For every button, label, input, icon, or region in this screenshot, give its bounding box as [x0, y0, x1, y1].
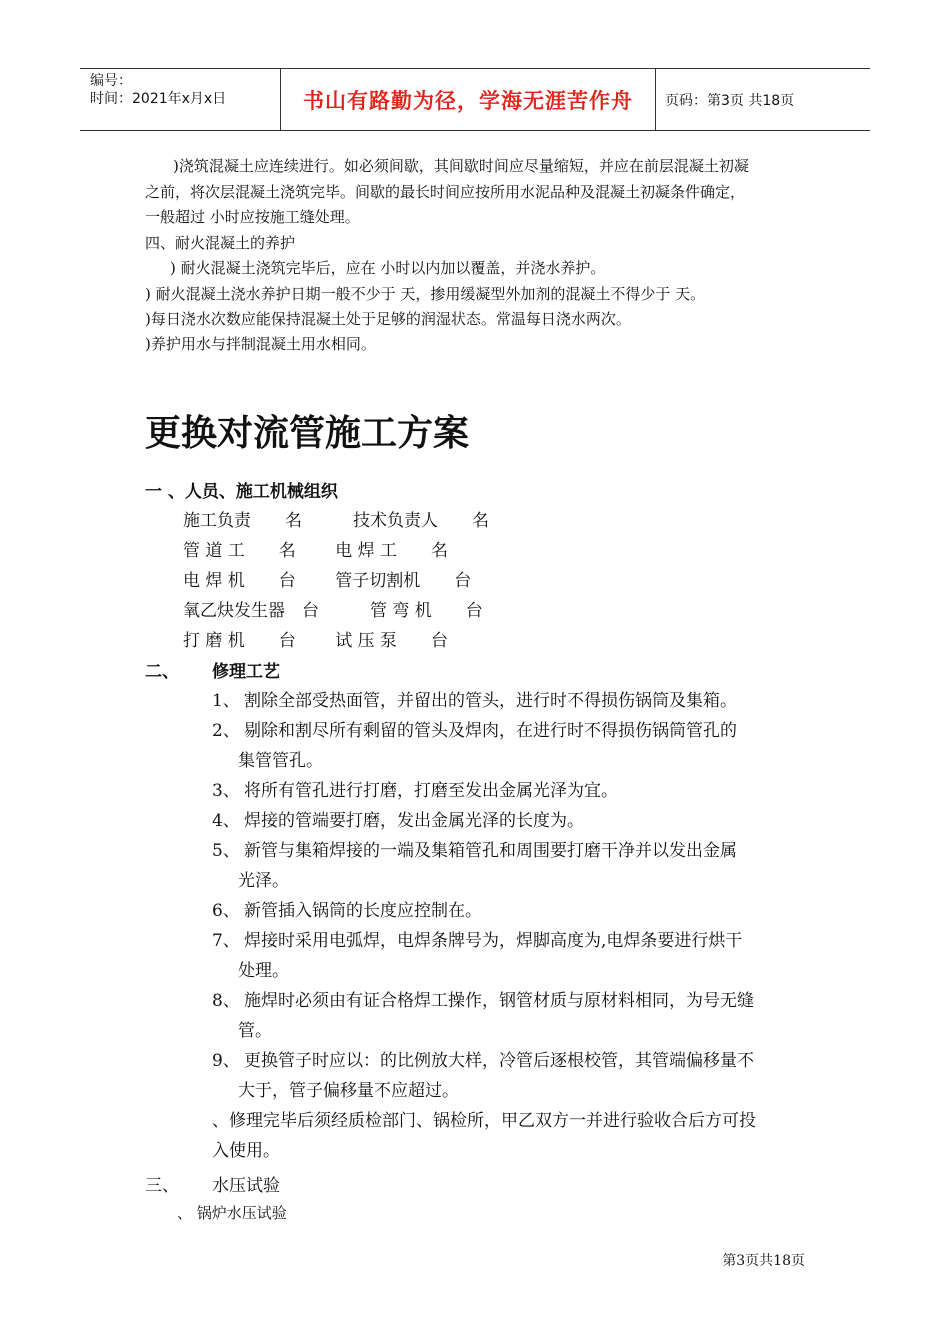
- staff-row: 施工负责 名 技术负责人 名: [183, 511, 489, 531]
- document-title: 更换对流管施工方案: [145, 413, 470, 454]
- section-3-subheading: 、 锅炉水压试验: [177, 1204, 287, 1222]
- step-text: 新管与集箱焊接的一端及集箱管孔和周围要打磨干净并以发出金属: [244, 841, 737, 861]
- section-1-heading: 一 、人员、施工机械组织: [145, 482, 338, 502]
- curing-point-3: )每日浇水次数应能保持混凝土处于足够的润湿状态。常温每日浇水两次。: [145, 310, 631, 328]
- date-label: 时间：2021年x月x日: [90, 91, 227, 107]
- equipment-row: 电 焊 机 台 管子切割机 台: [183, 571, 472, 591]
- section-3-number: 三、: [145, 1176, 179, 1196]
- step-text-continued: 大于，管子偏移量不应超过。: [238, 1081, 459, 1101]
- step-number: 6、: [212, 901, 240, 921]
- step-text: 焊接的管端要打磨，发出金属光泽的长度为。: [244, 811, 584, 831]
- step-number: 9、: [212, 1051, 240, 1071]
- step-number: 3、: [212, 781, 240, 801]
- curing-point-4: )养护用水与拌制混凝土用水相同。: [145, 335, 376, 353]
- header-page-cell: [655, 69, 870, 130]
- closing-line-2: 入使用。: [212, 1141, 280, 1161]
- staff-row: 管 道 工 名 电 焊 工 名: [183, 541, 449, 561]
- step-text-continued: 集管管孔。: [238, 751, 323, 771]
- section-3-heading: 水压试验: [212, 1176, 280, 1196]
- step-text: 新管插入锅筒的长度应控制在。: [244, 901, 482, 921]
- section-4-heading: 四、耐火混凝土的养护: [145, 234, 296, 252]
- intro-line-3: 一般超过 小时应按施工缝处理。: [145, 208, 360, 226]
- section-2-number: 二、: [145, 662, 179, 682]
- step-number: 2、: [212, 721, 240, 741]
- step-text: 剔除和割尽所有剩留的管头及焊肉，在进行时不得损伤锅筒管孔的: [244, 721, 737, 741]
- equipment-row: 打 磨 机 台 试 压 泵 台: [183, 631, 449, 651]
- intro-line-2: 之前，将次层混凝土浇筑完毕。间歇的最长时间应按所用水泥品种及混凝土初凝条件确定，: [145, 183, 746, 201]
- step-number: 4、: [212, 811, 240, 831]
- step-text: 割除全部受热面管，并留出的管头，进行时不得损伤锅筒及集箱。: [244, 691, 737, 711]
- curing-point-2: ) 耐火混凝土浇水养护日期一般不少于 天，掺用缓凝型外加剂的混凝土不得少于 天。: [145, 285, 706, 303]
- section-2-heading: 修理工艺: [212, 662, 280, 682]
- step-text: 施焊时必须由有证合格焊工操作，钢管材质与原材料相同，为号无缝: [244, 991, 754, 1011]
- step-text: 更换管子时应以：的比例放大样，冷管后逐根校管，其管端偏移量不: [244, 1051, 754, 1071]
- step-text: 焊接时采用电弧焊，电焊条牌号为，焊脚高度为,电焊条要进行烘干: [244, 931, 743, 951]
- equipment-row: 氧乙炔发生器 台 管 弯 机 台: [183, 601, 483, 621]
- step-text-continued: 处理。: [238, 961, 289, 981]
- step-number: 7、: [212, 931, 240, 951]
- header-motto-cell: [280, 69, 656, 130]
- closing-line-1: 、修理完毕后须经质检部门、锅检所，甲乙双方一并进行验收合后方可投: [212, 1111, 756, 1131]
- page-header: [80, 68, 870, 131]
- step-number: 5、: [212, 841, 240, 861]
- step-number: 8、: [212, 991, 240, 1011]
- intro-line-1: )浇筑混凝土应连续进行。如必须间歇，其间歇时间应尽量缩短，并应在前层混凝土初凝: [173, 157, 749, 175]
- serial-number-label: 编号：: [90, 73, 132, 89]
- header-motto: 书山有路勤为径，学海无涯苦作舟: [303, 88, 633, 113]
- step-text-continued: 管。: [238, 1021, 272, 1041]
- header-meta: [80, 69, 280, 130]
- header-page-number: 页码：第3页 共18页: [665, 92, 795, 109]
- curing-point-1: ) 耐火混凝土浇筑完毕后，应在 小时以内加以覆盖，并浇水养护。: [170, 259, 606, 277]
- step-text-continued: 光泽。: [238, 871, 289, 891]
- step-number: 1、: [212, 691, 240, 711]
- step-text: 将所有管孔进行打磨，打磨至发出金属光泽为宜。: [244, 781, 618, 801]
- page-footer: 第3页共18页: [722, 1253, 805, 1269]
